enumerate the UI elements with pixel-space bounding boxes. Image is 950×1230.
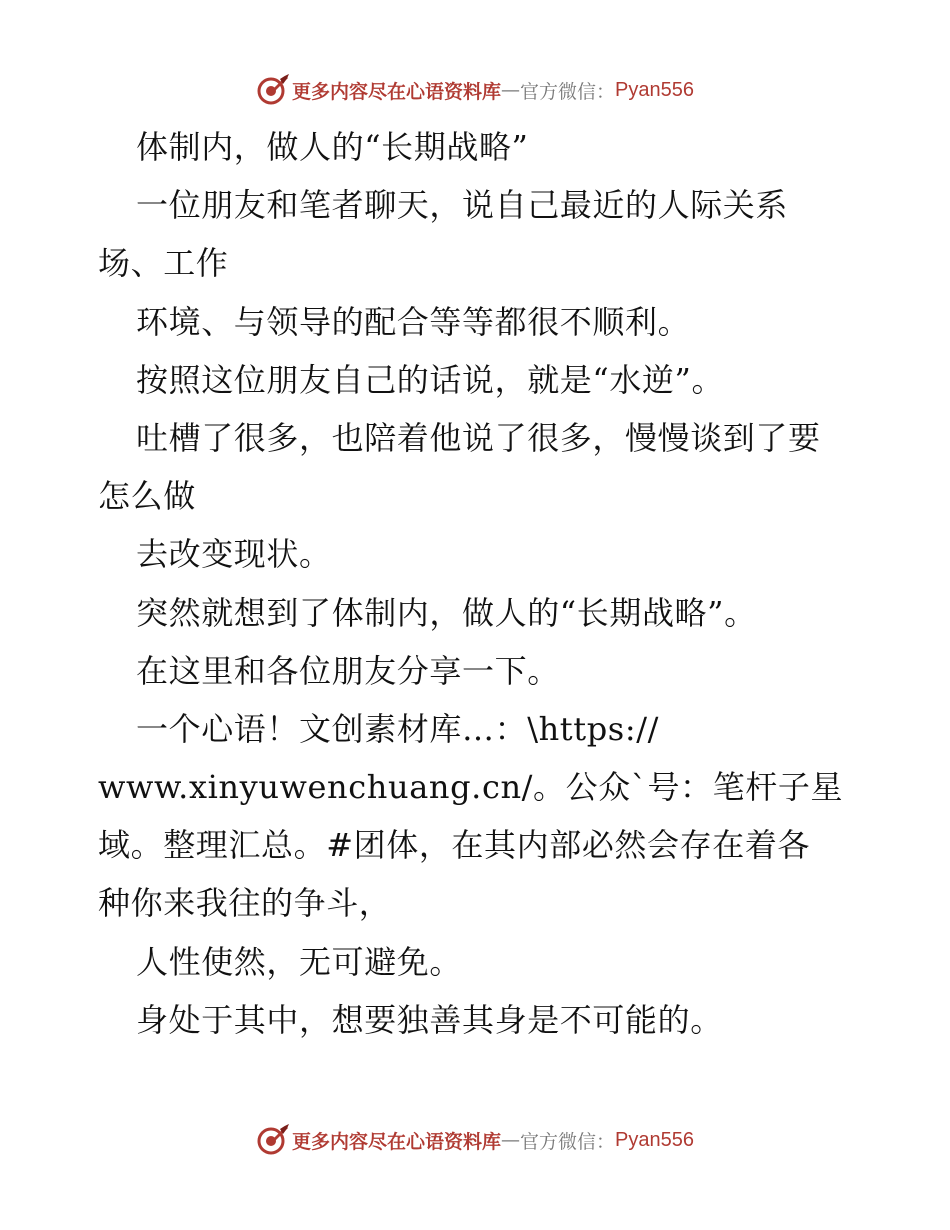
paragraph-line: 突然就想到了体制内，做人的“长期战略”。	[136, 593, 757, 632]
paragraph-line: 按照这位朋友自己的话说，就是“水逆”。	[136, 360, 725, 399]
paragraph-line: 种你来我往的争斗，	[98, 884, 392, 923]
header-watermark	[0, 70, 950, 110]
watermark-wechat-label: 官方微信：	[520, 1130, 616, 1153]
paragraph-line: 环境、与领导的配合等等都很不顺利。	[136, 302, 691, 341]
paragraph-line: 在这里和各位朋友分享一下。	[136, 651, 560, 690]
paragraph-line: 一位朋友和笔者聊天，说自己最近的人际关系	[136, 186, 789, 225]
watermark-dash: —	[501, 79, 521, 101]
document-body	[98, 118, 858, 1049]
watermark-wechat-id: Pyan556	[615, 1128, 694, 1151]
paragraph-line: 去改变现状。	[136, 535, 332, 574]
paragraph-line: www.xinyuwenchuang.cn/。公众`号：笔杆子星	[98, 768, 844, 807]
paragraph-line: 一个心语！文创素材库…：\https://	[136, 709, 659, 748]
watermark-red-text: 更多内容尽在心语资料库	[292, 80, 502, 103]
paragraph-line: 场、工作	[98, 244, 229, 283]
paragraph-line: 域。整理汇总。#团体，在其内部必然会存在着各	[98, 826, 811, 865]
paragraph-line: 吐槽了很多，也陪着他说了很多，慢慢谈到了要	[136, 418, 821, 457]
watermark-wechat-label: 官方微信：	[520, 80, 616, 103]
watermark-wechat-id: Pyan556	[615, 78, 694, 101]
document-title: 体制内，做人的“长期战略”	[136, 128, 529, 166]
paragraph-line: 身处于其中，想要独善其身是不可能的。	[136, 1000, 723, 1039]
watermark-red-text: 更多内容尽在心语资料库	[292, 1130, 502, 1153]
quill-pen-circle-icon	[256, 1123, 290, 1157]
footer-watermark	[0, 1120, 950, 1160]
watermark-dash: —	[501, 1129, 521, 1151]
paragraph-line: 人性使然，无可避免。	[136, 942, 463, 981]
quill-pen-circle-icon	[256, 73, 290, 107]
paragraph-line: 怎么做	[98, 477, 196, 516]
